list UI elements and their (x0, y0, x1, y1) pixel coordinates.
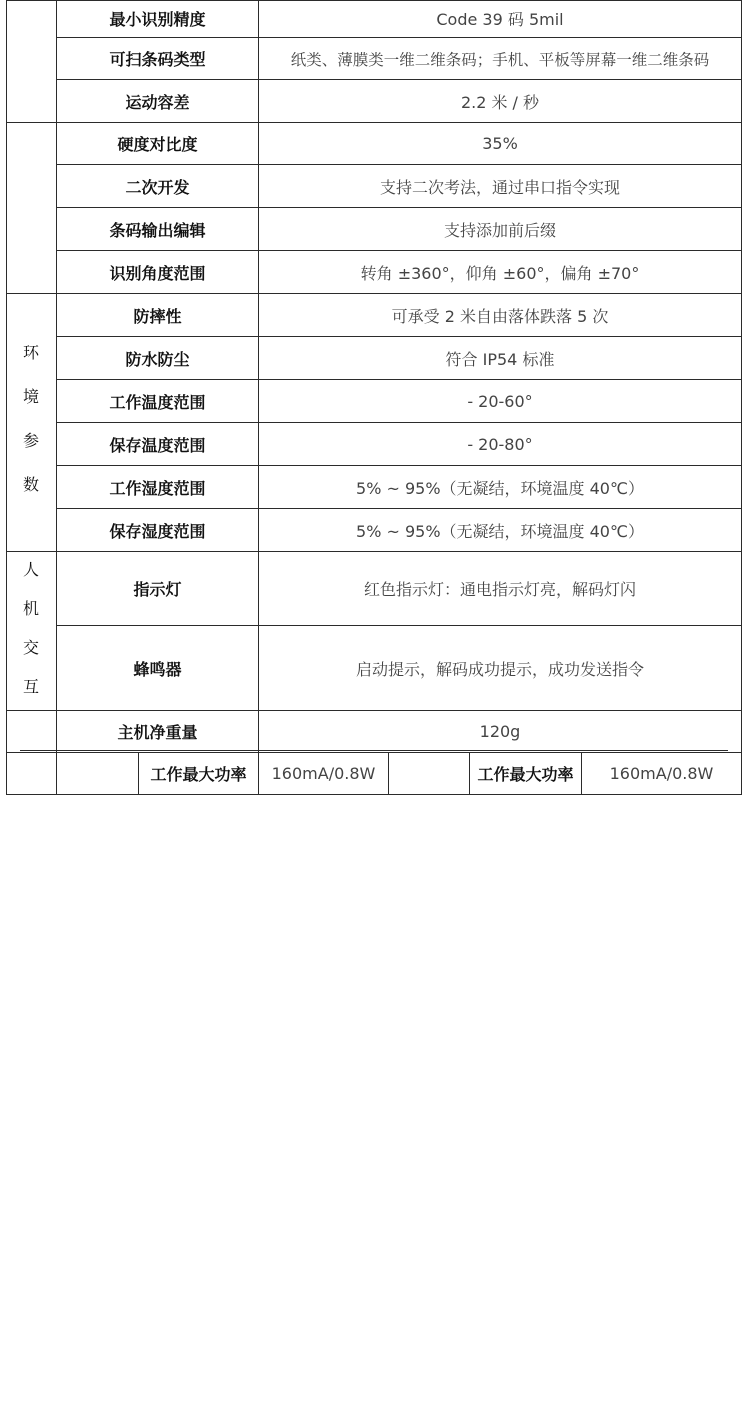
group-char: 数 (22, 475, 39, 494)
group-char: 人 (22, 560, 39, 579)
group-char: 境 (22, 387, 39, 406)
group-label-environment (6, 340, 56, 516)
spec-value: 符合 IP54 标准 (445, 349, 555, 369)
group-char: 机 (22, 599, 39, 618)
spec-label: 蜂鸣器 (133, 659, 182, 679)
spec-label: 硬度对比度 (117, 135, 198, 154)
spec-value: 5% ~ 95%（无凝结，环境温度 40℃） (356, 521, 644, 541)
spec-value: 启动提示，解码成功提示，成功发送指令 (355, 659, 644, 679)
spec-value: 35% (482, 134, 518, 153)
spec-label: 工作湿度范围 (109, 478, 206, 498)
spec-label: 最小识别精度 (109, 10, 206, 29)
spec-label: 可扫条码类型 (109, 50, 206, 69)
spec-label: 防摔性 (133, 306, 182, 326)
spec-value: Code 39 码 5mil (436, 10, 564, 29)
spec-value: 120g (479, 722, 521, 741)
spec-label: 运动容差 (125, 92, 190, 112)
group-char: 参 (22, 431, 39, 450)
spec-value: - 20-60° (467, 391, 533, 411)
spec-label: 条码输出编辑 (109, 220, 206, 240)
spec-value: 红色指示灯：通电指示灯亮，解码灯闪 (363, 580, 636, 599)
spec-value: - 20-80° (467, 434, 533, 454)
spec-label: 主机净重量 (117, 723, 198, 742)
col-divider (388, 752, 389, 795)
spec-value: 5% ~ 95%（无凝结，环境温度 40℃） (356, 478, 644, 498)
spec-label: 工作温度范围 (109, 392, 206, 412)
group-char: 互 (22, 677, 39, 696)
spec-label: 防水防尘 (125, 349, 190, 369)
group-char: 交 (22, 638, 39, 657)
spec-label: 识别角度范围 (109, 263, 206, 283)
table-border-right (741, 0, 742, 795)
power-label-1: 工作最大功率 (150, 765, 247, 784)
spec-label: 保存温度范围 (109, 435, 206, 455)
power-value-1: 160mA/0.8W (271, 764, 376, 783)
spec-label: 保存湿度范围 (109, 521, 206, 541)
spec-value: 支持二次考法，通过串口指令实现 (379, 177, 620, 197)
table-border-bottom (6, 794, 742, 795)
spec-value: 纸类、薄膜类一维二维条码；手机、平板等屏幕一维二维条码 (290, 50, 710, 69)
spec-label: 二次开发 (125, 177, 190, 197)
group-label-hci (6, 557, 56, 713)
spec-value: 2.2 米 / 秒 (460, 92, 540, 112)
spec-value: 支持添加前后缀 (443, 220, 556, 240)
power-value-2: 160mA/0.8W (609, 764, 714, 783)
group-char: 环 (22, 343, 39, 362)
power-label-2: 工作最大功率 (477, 765, 574, 784)
spec-value: 可承受 2 米自由落体跌落 5 次 (391, 306, 609, 326)
spec-value: 转角 ±360°，仰角 ±60°，偏角 ±70° (360, 263, 640, 283)
spec-label: 指示灯 (133, 580, 182, 599)
